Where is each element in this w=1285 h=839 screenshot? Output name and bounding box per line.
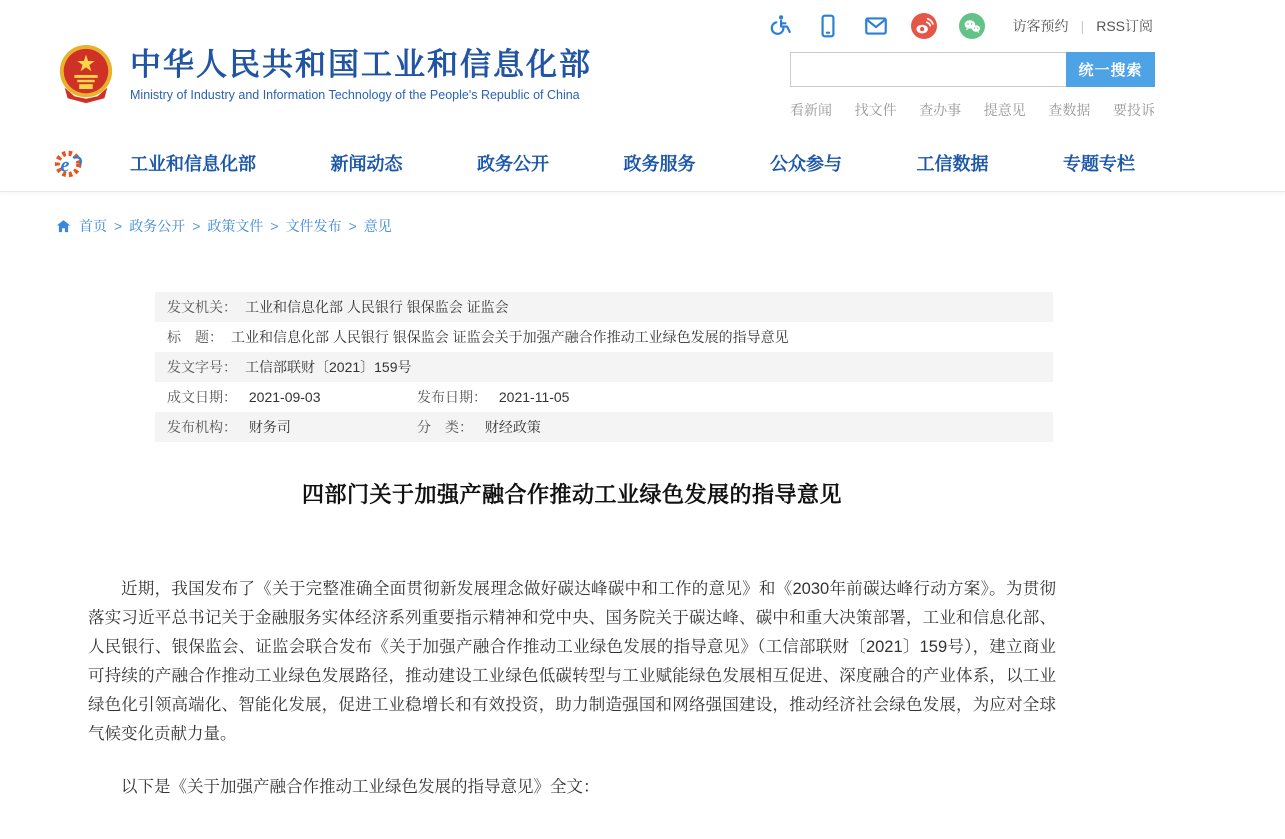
meta-value: 工业和信息化部 人民银行 银保监会 证监会 (245, 299, 509, 315)
topbar (0, 0, 1285, 40)
wechat-icon[interactable] (959, 13, 985, 39)
mail-icon[interactable] (863, 13, 889, 39)
quick-links (790, 100, 1155, 120)
nav-item-miit-data[interactable]: 工信数据 (916, 153, 989, 174)
brand-text (130, 46, 592, 102)
breadcrumb-separator: > (348, 218, 357, 234)
breadcrumb (0, 216, 1285, 236)
visitor-appointment-link[interactable]: 访客预约 (1012, 18, 1069, 34)
meta-label: 发文机关： (167, 299, 237, 315)
search-input[interactable] (790, 52, 1066, 87)
meta-label: 成文日期： (167, 389, 237, 405)
quick-link-files[interactable]: 找文件 (854, 102, 897, 118)
unified-search-button[interactable]: 统一搜索 (1066, 52, 1155, 87)
quick-link-news[interactable]: 看新闻 (790, 102, 832, 118)
search-area (790, 52, 1155, 120)
home-icon[interactable] (55, 218, 72, 235)
nav-item-gov-disclosure[interactable]: 政务公开 (477, 153, 549, 174)
nav-item-public-participation[interactable]: 公众参与 (770, 153, 842, 174)
meta-row-title (155, 322, 1053, 352)
nav-item-miit[interactable]: 工业和信息化部 (130, 153, 256, 174)
meta-value: 2021-11-05 (498, 389, 570, 405)
meta-label: 发文字号： (167, 359, 237, 375)
weibo-icon[interactable] (911, 13, 937, 39)
article-title: 四部门关于加强产融合作推动工业绿色发展的指导意见 (301, 482, 842, 507)
meta-value: 工业和信息化部 人民银行 银保监会 证监会关于加强产融合作推动工业绿色发展的指导意见 (231, 329, 789, 345)
nav-item-news[interactable]: 新闻动态 (330, 153, 403, 174)
main-nav (0, 134, 1285, 192)
meta-value: 财务司 (248, 419, 291, 435)
quick-link-suggestions[interactable]: 提意见 (983, 102, 1026, 118)
svg-text:e: e (60, 154, 70, 177)
site-brand (55, 42, 592, 106)
site-subtitle: Ministry of Industry and Information Technology of the People's Republic of China (130, 87, 580, 102)
national-emblem-logo (55, 42, 117, 106)
breadcrumb-separator: > (114, 218, 123, 234)
meta-value: 财经政策 (484, 419, 541, 435)
article-body (88, 575, 1056, 802)
quick-link-services[interactable]: 查办事 (919, 102, 962, 118)
meta-value: 工信部联财〔2021〕159号 (245, 359, 412, 375)
accessibility-icon[interactable] (767, 13, 793, 39)
meta-label: 发布机构： (167, 419, 237, 435)
nav-item-gov-services[interactable]: 政务服务 (623, 153, 696, 174)
document-meta-table (155, 292, 1053, 442)
meta-row-issuing-agency (155, 292, 1053, 322)
gear-e-logo-icon (52, 143, 90, 183)
nav-items (130, 150, 1135, 176)
meta-label: 发布日期： (417, 389, 487, 405)
rss-subscribe-link[interactable]: RSS订阅 (1096, 18, 1153, 34)
breadcrumb-separator: > (270, 218, 279, 234)
site-header (0, 40, 1285, 126)
meta-row-publisher-category (155, 412, 1053, 442)
breadcrumb-gov-disclosure[interactable]: 政务公开 (129, 218, 186, 234)
meta-row-document-number (155, 352, 1053, 382)
article (88, 478, 1056, 802)
site-title: 中华人民共和国工业和信息化部 (130, 47, 592, 83)
meta-label: 分 类： (417, 419, 473, 435)
topbar-separator: | (1080, 18, 1085, 34)
article-paragraph: 以下是《关于加强产融合作推动工业绿色发展的指导意见》全文： (121, 778, 600, 796)
breadcrumb-opinions[interactable]: 意见 (363, 218, 392, 234)
breadcrumb-policy-files[interactable]: 政策文件 (207, 218, 264, 234)
meta-row-dates (155, 382, 1053, 412)
mobile-icon[interactable] (815, 13, 841, 39)
meta-label: 标 题： (167, 329, 223, 345)
meta-value: 2021-09-03 (248, 389, 321, 405)
breadcrumb-home[interactable]: 首页 (79, 218, 107, 234)
quick-link-complaints[interactable]: 要投诉 (1112, 102, 1155, 118)
topbar-links (1013, 16, 1153, 36)
article-paragraph: 近期，我国发布了《关于完整准确全面贯彻新发展理念做好碳达峰碳中和工作的意见》和《2030年前碳达峰行动方案》。为贯彻落实习近平总书记关于金融服务实体经济系列重要指示精神和党中央、国务院关于碳达峰、碳中和重大决策部署，工业和信息化部、人民银行、银保监会、证监会联合发布《关于加强产融合作推动工业绿色发展的指导意见》（工信部联财〔2021〕159号），建立商业可持续的产融合作推动工业绿色发展路径，推动建设工业绿色低碳转型与工业赋能绿色发展相互促进、深度融合的产业体系，以工业绿色化引领高端化、智能化发展，促进工业稳增长和有效投资，助力制造强国和网络强国建设，推动经济社会绿色发展，为应对全球气候变化贡献力量。 (88, 580, 1056, 743)
breadcrumb-file-release[interactable]: 文件发布 (285, 218, 342, 234)
breadcrumb-separator: > (192, 218, 201, 234)
quick-link-data[interactable]: 查数据 (1048, 102, 1091, 118)
nav-item-special-topics[interactable]: 专题专栏 (1063, 153, 1135, 174)
